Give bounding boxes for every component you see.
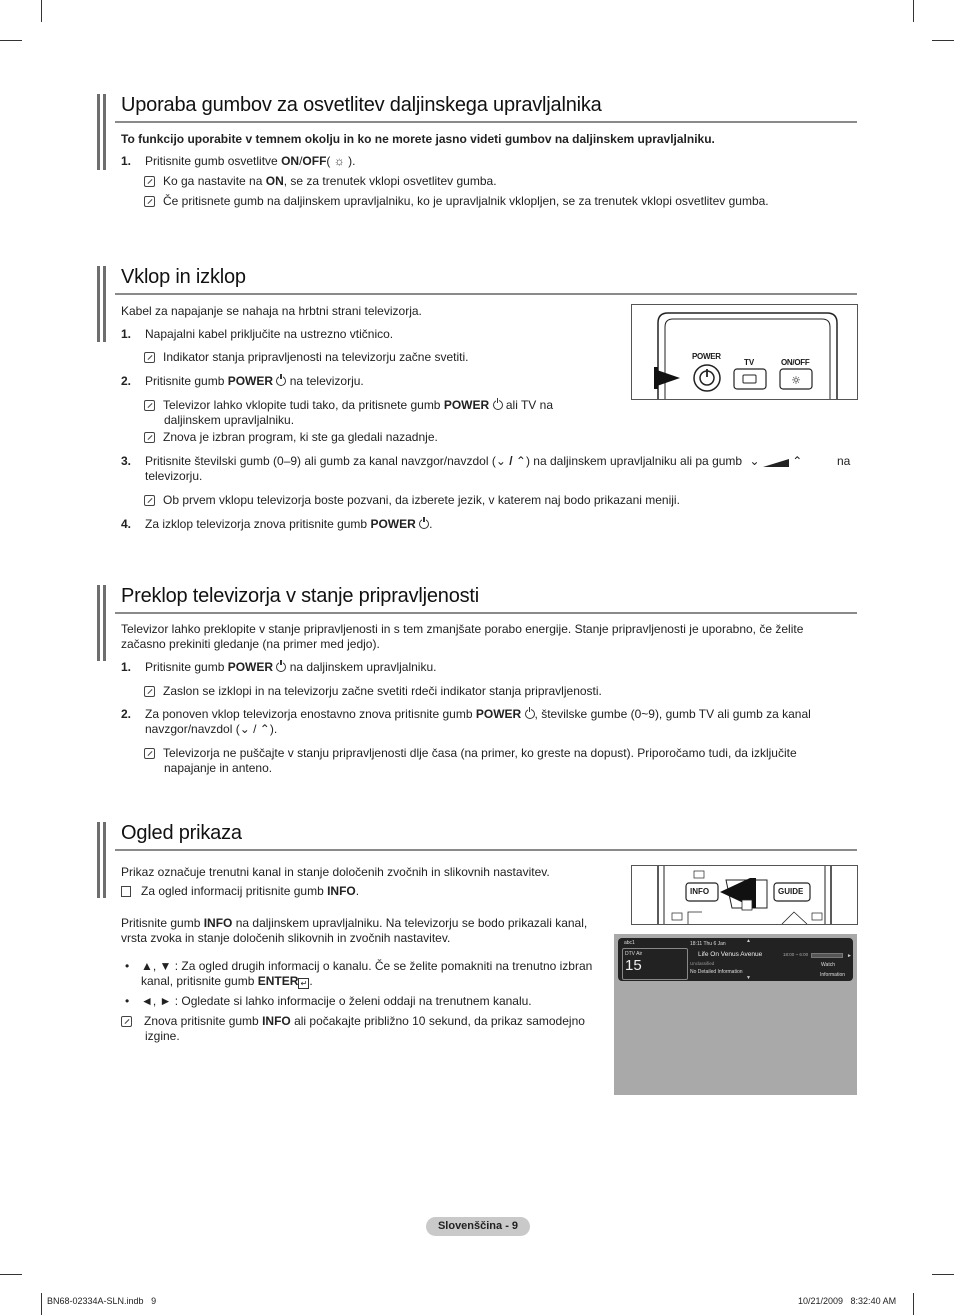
osd-program: Life On Venus Avenue: [698, 951, 763, 958]
hint-icon: [121, 886, 131, 897]
section1-note1: Ko ga nastavite na ON, se za trenutek vklopi osvetlitev gumba.: [144, 174, 497, 189]
remote-info-illustration: [631, 865, 858, 925]
section4-intro: Prikaz označuje trenutni kanal in stanje določenih zvočnih in slikovnih nastavitev.: [121, 865, 550, 879]
note-icon: [144, 748, 155, 759]
section4-paragraph: Pritisnite gumb INFO na daljinskem upravljalniku. Na televizorju se bodo prikazali kanal, vrsta zvoka in stanje določenih slikovnih in zvočnih nastavitev.: [121, 916, 588, 945]
section-bar: [97, 266, 110, 342]
section-rule: [115, 121, 857, 123]
remote-power-illustration: [631, 304, 858, 400]
remote-power-label: POWER: [692, 352, 721, 361]
section2-step1-note: Indikator stanja pripravljenosti na televizorju začne svetiti.: [144, 350, 468, 365]
remote-guide-label: GUIDE: [778, 887, 804, 896]
section1-step1: 1. Pritisnite gumb osvetlitve ON/OFF( ☼ ).: [121, 154, 356, 168]
remote-info-svg: [632, 866, 857, 924]
remote-tv-label: TV: [744, 358, 755, 367]
section-title: Uporaba gumbov za osvetlitev daljinskega upravljalnika: [121, 94, 602, 116]
remote-info-label: INFO: [690, 887, 710, 896]
section2-step2: 2. Pritisnite gumb POWER na televizorju.: [121, 374, 364, 388]
power-icon: [276, 376, 286, 386]
osd-information: Information: [820, 972, 846, 978]
section-title: Preklop televizorja v stanje pripravljenosti: [121, 585, 480, 607]
svg-text:☼: ☼: [791, 374, 801, 387]
section2-step1: 1. Napajalni kabel priključite na ustrezno vtičnico.: [121, 327, 394, 341]
note-icon: [144, 196, 155, 207]
power-icon: [525, 709, 535, 719]
section-title: Vklop in izklop: [121, 266, 246, 288]
page-number-badge: Slovenščina - 9: [426, 1217, 530, 1236]
chevron-down-icon: ⌄: [495, 454, 506, 468]
section-rule: [115, 293, 857, 295]
remote-onoff-label: ON/OFF: [781, 358, 810, 367]
osd-channel-name: abc1: [624, 940, 635, 946]
section3-intro: Televizor lahko preklopite v stanje pripravljenosti in s tem zmanjšate porabo energije. Stanje pripravljenosti je uporabno, če želite začasno prekiniti gledanje (na primer med jedjo).: [121, 622, 804, 651]
crop-mark: [0, 40, 22, 41]
osd-progress-bar: [811, 953, 843, 958]
power-icon: [276, 662, 286, 672]
osd-datetime: 18:11 Thu 6 Jan: [690, 941, 726, 947]
osd-up-arrow-icon: ▲: [746, 938, 751, 944]
section3-step2-note: Televizorja ne puščajte v stanju pripravljenosti dlje časa (na primer, ko greste na dopust). Priporočamo tudi, da izključite napajanje in anteno.: [144, 746, 844, 776]
note-icon: [144, 400, 155, 411]
note-icon: [144, 495, 155, 506]
section2-step4: 4. Za izklop televizorja znova pritisnite gumb POWER .: [121, 517, 433, 531]
section2-step3: 3. Pritisnite številski gumb (0–9) ali gumb za kanal navzgor/navzdol (⌄ / ⌃) na daljinskem upravljalniku ali pa gumb ⌄ ⌃ na televizorju.: [121, 454, 851, 483]
channel-triangle-icon: [763, 459, 789, 467]
enter-icon: ↵: [298, 978, 309, 989]
section-title: Ogled prikaza: [121, 822, 242, 844]
section2-step2-note2: Znova je izbran program, ki ste ga gledali nazadnje.: [144, 430, 438, 445]
section-rule: [115, 612, 857, 614]
crop-mark: [913, 1293, 914, 1315]
section3-step2: 2. Za ponoven vklop televizorja enostavno znova pritisnite gumb POWER , številske gumbe (0~9), gumb TV ali gumb za kanal navzgor/navzdol (⌄ / ⌃).: [121, 707, 811, 736]
note-icon: [144, 176, 155, 187]
note-icon: [144, 352, 155, 363]
footer-date: 10/21/2009 8:32:40 AM: [798, 1296, 897, 1306]
light-bulb-icon: ☼: [333, 154, 345, 168]
chevron-up-icon: ⌃: [792, 454, 803, 468]
osd-down-arrow-icon: ▼: [746, 975, 751, 981]
footer-file: BN68-02334A-SLN.indb 9: [47, 1296, 157, 1306]
section3-step1: 1. Pritisnite gumb POWER na daljinskem upravljalniku.: [121, 660, 437, 674]
osd-watch: Watch: [821, 962, 835, 968]
osd-dtv: DTV Air: [625, 951, 643, 957]
osd-unclassified: Unclassified: [690, 961, 715, 966]
chevron-up-icon: ⌃: [515, 454, 526, 468]
section-bar: [97, 585, 110, 661]
section4-note: Znova pritisnite gumb INFO ali počakajte približno 10 sekund, da prikaz samodejno izgine.: [121, 1014, 601, 1044]
osd-right-arrow-icon: ►: [847, 953, 852, 959]
crop-mark: [913, 0, 914, 22]
chevron-down-icon: ⌄: [749, 454, 760, 468]
section-bar: [97, 822, 110, 898]
osd-time-range: 18:00 ~ 6:00: [783, 952, 809, 957]
section1-note2: Če pritisnete gumb na daljinskem upravljalniku, ko je upravljalnik vklopljen, se za trenutek vklopi osvetlitev gumba.: [144, 194, 769, 209]
section4-hint: Za ogled informacij pritisnite gumb INFO.: [121, 884, 359, 899]
osd-channel-number: 15: [625, 957, 642, 974]
section-bar: [97, 94, 110, 170]
crop-mark: [41, 0, 42, 22]
crop-mark: [41, 1293, 42, 1315]
crop-mark: [932, 1274, 954, 1275]
power-icon: [493, 400, 503, 410]
section2-intro: Kabel za napajanje se nahaja na hrbtni strani televizorja.: [121, 304, 422, 318]
section4-bullet2: • ◄, ► : Ogledate si lahko informacije o želeni oddaji na trenutnem kanalu.: [125, 994, 532, 1008]
section1-intro: To funkcijo uporabite v temnem okolju in ko ne morete jasno videti gumbov na daljinskem upravljalniku.: [121, 132, 715, 146]
osd-screen: [614, 934, 857, 1095]
osd-info-banner: [618, 938, 853, 981]
crop-mark: [932, 40, 954, 41]
chevron-up-icon: ⌃: [259, 722, 270, 736]
section-rule: [115, 849, 857, 851]
section2-step2-note1: Televizor lahko vklopite tudi tako, da pritisnete gumb POWER ali TV na daljinskem upravljalniku.: [144, 398, 584, 428]
chevron-down-icon: ⌄: [239, 722, 250, 736]
osd-no-info: No Detailed Information: [690, 969, 743, 975]
note-icon: [121, 1016, 132, 1027]
section2-step3-note: Ob prvem vklopu televizorja boste pozvani, da izberete jezik, v katerem naj bodo prikazani meniji.: [144, 493, 680, 508]
remote-top-svg: [632, 305, 857, 399]
note-icon: [144, 432, 155, 443]
section4-bullet1: • ▲, ▼ : Za ogled drugih informacij o kanalu. Če se želite pomakniti na trenutno izbran kanal, pritisnite gumb ENTER ↵ .: [125, 959, 593, 988]
section3-step1-note: Zaslon se izklopi in na televizorju začne svetiti rdeči indikator stanja pripravljenosti.: [144, 684, 602, 699]
note-icon: [144, 686, 155, 697]
crop-mark: [0, 1274, 22, 1275]
power-icon: [419, 519, 429, 529]
